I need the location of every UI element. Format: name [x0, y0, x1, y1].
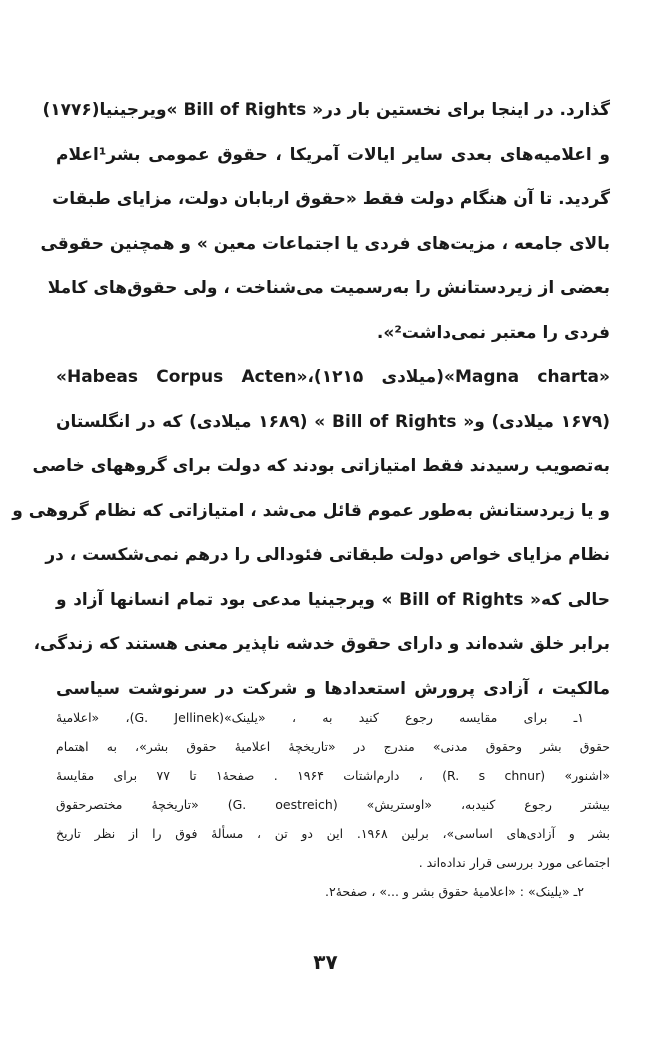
body-line: گذارد. در اینجا برای نخستین بار در« Bill of Rights »ویرجینیا(۱۷۷۶)	[42, 100, 610, 120]
body-line: نظام مزایای خواص دولت طبقاتی فئودالی را درهم نمی‌شکست ، در	[45, 545, 610, 565]
body-line: گردید. تا آن هنگام دولت فقط «حقوق اربابان دولت، مزایای طبقات	[52, 189, 610, 209]
footnote-line: اجتماعی مورد بررسی قرار نداده‌اند .	[418, 855, 610, 870]
footnote-line: ۲ـ «یلینک» : «اعلامیهٔ حقوق بشر و ...» ، صفحهٔ۲.	[325, 884, 584, 899]
footnote-line: حقوق بشر وحقوق مدنی» مندرج در «تاریخچهٔ اعلامیهٔ حقوق بشر»، به اهتمام	[56, 739, 610, 754]
body-line: و اعلامیه‌های بعدی سایر ایالات آمریکا ، حقوق عمومی بشر¹اعلام	[56, 144, 610, 165]
body-line: حالی که« Bill of Rights » ویرجینیا مدعی بود تمام انسانها آزاد و	[56, 589, 610, 610]
footnotes	[56, 703, 610, 906]
body-line: و یا زیردستانش به‌طور عموم قائل می‌شد ، امتیازاتی که نظام گروهی و	[12, 500, 610, 521]
body-line: فردی را معتبر نمی‌داشت²».	[376, 322, 610, 343]
body-line: بالای جامعه ، مزیت‌های فردی یا اجتماعات معین » و همچنین حقوقی	[40, 233, 610, 254]
footnote-line: ۱ـ برای مقایسه رجوع کنید به ، «یلینک»(G. Jellinek)، «اعلامیهٔ	[56, 710, 585, 725]
body-line: «Habeas Corpus Acten»،(۱۲۱۵ میلادی)«Magna charta»	[56, 367, 610, 387]
footnote-line: «اشنور» (R. s chnur) ، دارم‌اشتات ۱۹۶۴ . صفحهٔ۱ تا ۷۷ برای مقایسهٔ	[56, 768, 610, 783]
body-line: مالکیت ، آزادی پرورش استعدادها و شرکت در سرنوشت سیاسی	[56, 678, 610, 699]
footnote-line: بیشتر رجوع کنیدبه، «اوستریش» (G. oestreich) «تاریخچهٔ مختصرحقوق	[56, 797, 611, 812]
body-line: برابر خلق شده‌اند و دارای حقوق خدشه ناپذیر معنی هستند که زندگی،	[33, 634, 610, 654]
body-line: (۱۶۷۹ میلادی) و« Bill of Rights » (۱۶۸۹ میلادی) که در انگلستان	[56, 411, 610, 432]
footnote-line: بشر و آزادی‌های اساسی»، برلین ۱۹۶۸. این دو تن ، مسألهٔ فوق را از نظر تاریخ	[56, 826, 611, 841]
body-line: به‌تصویب رسیدند فقط امتیازاتی بودند که دولت برای گروههای خاصی	[32, 456, 610, 476]
body-line: بعضی از زیردستانش را به‌رسمیت می‌شناخت ، ولی حقوق‌های کاملا	[47, 278, 610, 298]
page-number: ۳۷	[313, 950, 338, 974]
main-paragraphs	[12, 88, 610, 711]
